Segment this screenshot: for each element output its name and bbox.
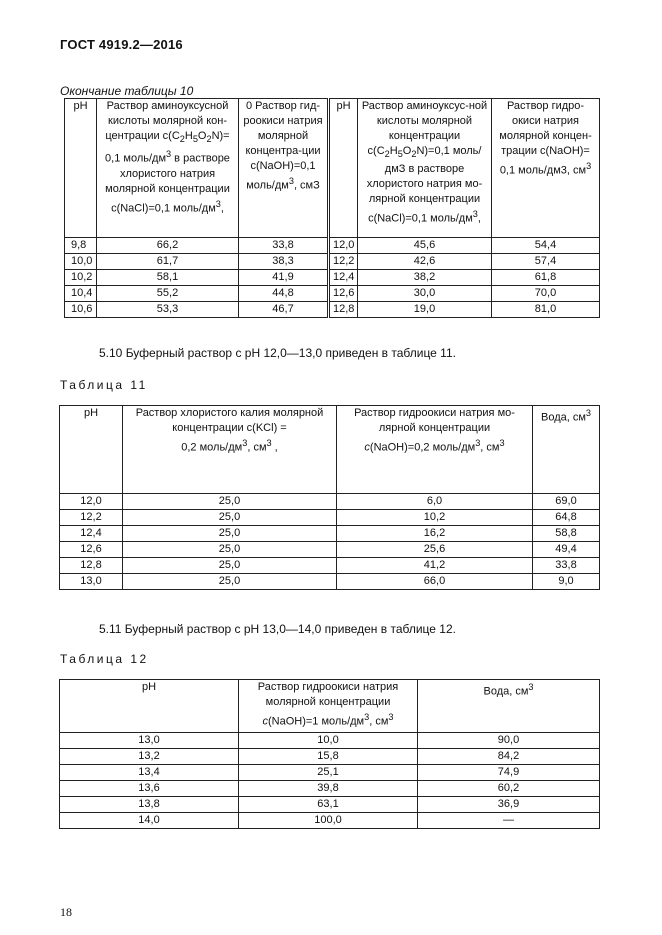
table12-header-naoh: Раствор гидроокиси натрия молярной концентрации c(NaOH)=1 моль/$дм^3$, $см^3$ (239, 680, 418, 733)
table11-row (60, 542, 600, 558)
table10-cell: 61,8 (492, 270, 600, 286)
table12-cell: 84,2 (418, 749, 600, 765)
table12-header-water: Вода, $см^3$ (418, 680, 600, 733)
table12-cell: 13,8 (60, 797, 239, 813)
table10-cell: 45,6 (358, 238, 492, 254)
table11-cell: 12,6 (60, 542, 123, 558)
table12-cell: 39,8 (239, 781, 418, 797)
table10-cell: 54,4 (492, 238, 600, 254)
page-number: 18 (60, 905, 72, 919)
table10-header-ph-2: pH (329, 99, 358, 238)
table10-cell: 61,7 (97, 254, 239, 270)
table11-cell: 25,0 (123, 526, 337, 542)
table12-header-ph: pH (60, 680, 239, 733)
table10-cell: 33,8 (239, 238, 329, 254)
table11-header-naoh: Раствор гидроокиси натрия мо-лярной концентрации c(NaOH)=0,2 моль/$дм^3$, $см^3$ (337, 406, 533, 494)
table10-cell: 12,8 (329, 302, 358, 318)
table12-cell: 60,2 (418, 781, 600, 797)
table12-row (60, 813, 600, 829)
table10-header-naoh-2: Раствор гидро-окиси натрия молярной концен-трации c(NaOH)= 0,1 моль/дм3, $см^3$ (492, 99, 600, 238)
table11-cell: 9,0 (533, 574, 600, 590)
table10-cell: 10,0 (65, 254, 97, 270)
table10-cell: 70,0 (492, 286, 600, 302)
table10-caption: Окончание таблицы 10 (60, 84, 194, 98)
table10-cell: 30,0 (358, 286, 492, 302)
table10-header-glycine-2: Раствор аминоуксус-ной кислоты молярной концентрации $c(C_2H_5O_2N)=0,1$ моль/дмЗ в растворе хлористого натрия мо-лярной концентрации c(NaCl)=0,1 моль/$дм^3$, (358, 99, 492, 238)
table12-row (60, 797, 600, 813)
table10-cell: 12,0 (329, 238, 358, 254)
table11-cell: 64,8 (533, 510, 600, 526)
table10-row (65, 286, 600, 302)
table11-cell: 13,0 (60, 574, 123, 590)
table11-caption: Таблица 11 (60, 378, 148, 392)
table12-cell: 15,8 (239, 749, 418, 765)
table10-cell: 12,2 (329, 254, 358, 270)
table12-cell: 100,0 (239, 813, 418, 829)
table11-cell: 69,0 (533, 494, 600, 510)
table12-cell: 74,9 (418, 765, 600, 781)
table10-row (65, 238, 600, 254)
table12-cell: — (418, 813, 600, 829)
table11-row (60, 558, 600, 574)
table11-row (60, 526, 600, 542)
table11-cell: 16,2 (337, 526, 533, 542)
table10-header-glycine: Раствор аминоуксусной кислоты молярной кон-центрации $c(C_2H_5O_2N)= 0,1$ моль/$дм^3$ в растворе хлористого натрия молярной концентрации c(NaCl)=0,1 моль/$дм^3$, (97, 99, 239, 238)
table12-cell: 13,4 (60, 765, 239, 781)
table11 (59, 405, 600, 590)
table11-cell: 25,0 (123, 574, 337, 590)
table11-cell: 66,0 (337, 574, 533, 590)
table11-cell: 6,0 (337, 494, 533, 510)
table10-header-naoh: 0 Раствор гид-роокиси натрия молярной концентра-ции c(NaOH)=0,1 моль/$дм^3$, смЗ (239, 99, 329, 238)
table11-header-water: Вода, $см^3$ (533, 406, 600, 494)
table11-header-kcl: Раствор хлористого калия молярной концентрации c(KCl) = 0,2 моль/$дм^3$, $см^3$ , (123, 406, 337, 494)
table12-cell: 13,2 (60, 749, 239, 765)
table10-cell: 58,1 (97, 270, 239, 286)
table10 (64, 98, 600, 318)
table11-cell: 12,4 (60, 526, 123, 542)
table12-cell: 36,9 (418, 797, 600, 813)
table10-cell: 66,2 (97, 238, 239, 254)
table10-cell: 42,6 (358, 254, 492, 270)
table11-cell: 10,2 (337, 510, 533, 526)
table10-cell: 10,6 (65, 302, 97, 318)
table10-cell: 46,7 (239, 302, 329, 318)
table11-cell: 12,0 (60, 494, 123, 510)
table11-cell: 41,2 (337, 558, 533, 574)
table10-cell: 53,3 (97, 302, 239, 318)
table12-cell: 13,6 (60, 781, 239, 797)
table11-row (60, 574, 600, 590)
table10-header-ph: pH (65, 99, 97, 238)
table12-cell: 90,0 (418, 733, 600, 749)
table10-cell: 81,0 (492, 302, 600, 318)
table12-row (60, 765, 600, 781)
table10-cell: 41,9 (239, 270, 329, 286)
table10-cell: 12,6 (329, 286, 358, 302)
table11-cell: 33,8 (533, 558, 600, 574)
table10-cell: 10,4 (65, 286, 97, 302)
table11-cell: 12,2 (60, 510, 123, 526)
table11-row (60, 494, 600, 510)
table10-row (65, 254, 600, 270)
table12-cell: 63,1 (239, 797, 418, 813)
table12-cell: 14,0 (60, 813, 239, 829)
document-header: ГОСТ 4919.2—2016 (60, 37, 183, 52)
table11-cell: 25,0 (123, 542, 337, 558)
table10-cell: 9,8 (65, 238, 97, 254)
table12-row (60, 781, 600, 797)
table10-cell: 57,4 (492, 254, 600, 270)
table12-row (60, 749, 600, 765)
table11-cell: 25,0 (123, 510, 337, 526)
table11-cell: 25,6 (337, 542, 533, 558)
table12-cell: 10,0 (239, 733, 418, 749)
table11-header-ph: pH (60, 406, 123, 494)
table10-cell: 19,0 (358, 302, 492, 318)
table10-cell: 12,4 (329, 270, 358, 286)
table10-cell: 44,8 (239, 286, 329, 302)
table10-cell: 38,2 (358, 270, 492, 286)
paragraph-5-10: 5.10 Буферный раствор с pH 12,0—13,0 приведен в таблице 11. (99, 346, 456, 360)
table12-cell: 13,0 (60, 733, 239, 749)
paragraph-5-11: 5.11 Буферный раствор с pH 13,0—14,0 приведен в таблице 12. (99, 622, 456, 636)
table10-cell: 38,3 (239, 254, 329, 270)
table10-row (65, 302, 600, 318)
table12-caption: Таблица 12 (60, 652, 149, 666)
table12-cell: 25,1 (239, 765, 418, 781)
table11-cell: 58,8 (533, 526, 600, 542)
table11-cell: 49,4 (533, 542, 600, 558)
table12-row (60, 733, 600, 749)
table10-row (65, 270, 600, 286)
table11-cell: 25,0 (123, 558, 337, 574)
table10-cell: 10,2 (65, 270, 97, 286)
table12 (59, 679, 600, 829)
table10-cell: 55,2 (97, 286, 239, 302)
table11-cell: 12,8 (60, 558, 123, 574)
table11-row (60, 510, 600, 526)
table11-cell: 25,0 (123, 494, 337, 510)
